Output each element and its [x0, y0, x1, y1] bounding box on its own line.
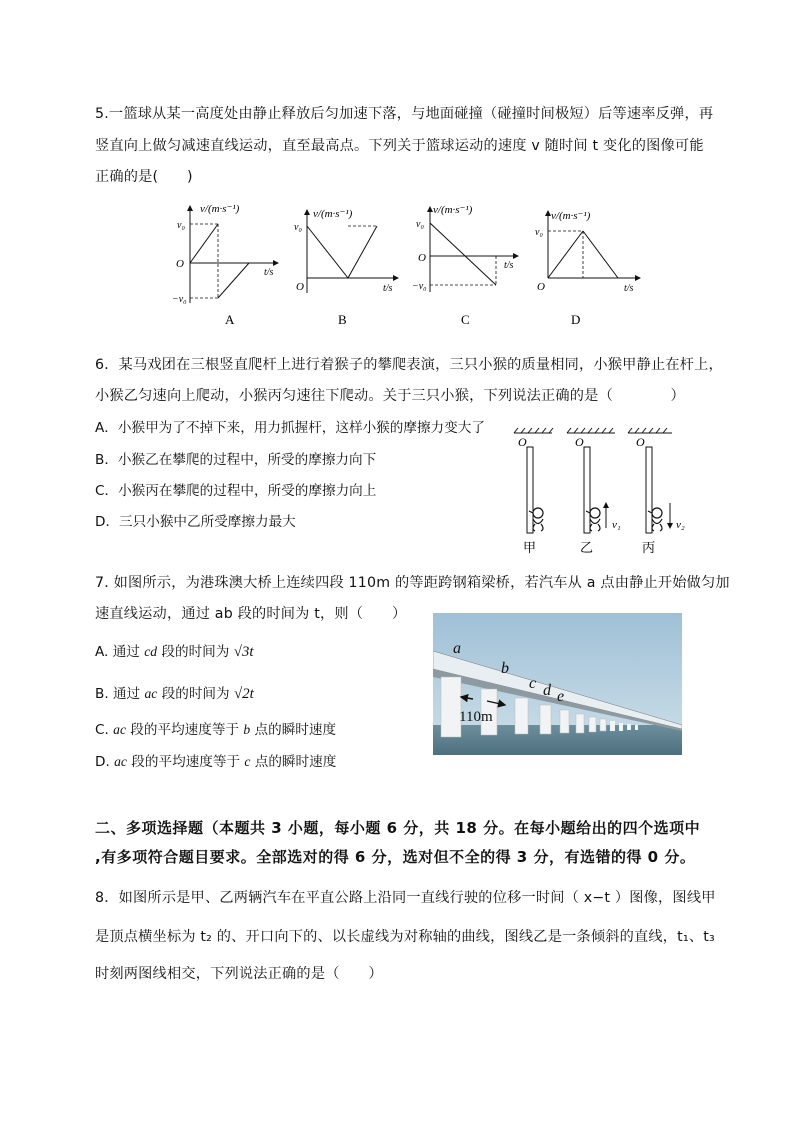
q7-text-line1: 7. 如图所示，为港珠澳大桥上连续四段 110m 的等距跨钢箱梁桥，若汽车从 a 点由静止开始做匀加: [95, 575, 730, 591]
graph-c-xlabel: t/s: [504, 260, 514, 271]
q6-origin-2: O: [575, 435, 584, 449]
q7-option-a: A. 通过 cd 段的时间为 √3t: [95, 644, 254, 660]
graph-a-ylabel: v/(m·s⁻¹): [200, 203, 240, 215]
q6-text-line2: 小猴乙匀速向上爬动，小猴丙匀速往下爬动。关于三只小猴，下列说法正确的是（ ）: [95, 388, 685, 404]
q6-label-bing: 丙: [642, 540, 656, 555]
graph-b: [294, 208, 398, 327]
q7-option-b: B. 通过 ac 段的时间为 √2t: [95, 686, 254, 702]
q7-option-c: C. ac 段的平均速度等于 b 点的瞬时速度: [95, 722, 337, 738]
graph-b-ylabel: v/(m·s⁻¹): [313, 208, 353, 220]
q5-figure: [160, 198, 650, 328]
bridge-point-d: d: [543, 682, 551, 699]
graph-a-yneg: −v₀: [172, 294, 187, 305]
q8-text-line1: 8．如图所示是甲、乙两辆汽车在平直公路上沿同一直线行驶的位移一时间（ x−t ）图像，图线甲: [95, 890, 716, 906]
graph-c-ypos: v₀: [416, 219, 424, 230]
section2-heading-line1: 二、多项选择题（本题共 3 小题，每小题 6 分，共 18 分。在每小题给出的四个选项中: [95, 819, 701, 837]
q6-origin-3: O: [636, 435, 645, 449]
bridge-point-c: c: [529, 675, 537, 692]
graph-c-ylabel: v/(m·s⁻¹): [433, 204, 473, 216]
graph-c: [412, 204, 518, 327]
graph-a-origin: O: [176, 258, 184, 270]
q6-option-c: C．小猴丙在攀爬的过程中，所受的摩擦力向上: [95, 483, 377, 499]
bridge-photo: [433, 613, 682, 755]
graph-a-label: A: [225, 312, 235, 327]
graph-b-origin: O: [296, 281, 304, 293]
q5-text-line2: 竖直向上做匀减速直线运动，直至最高点。下列关于篮球运动的速度 v 随时间 t 变化的图像可能: [95, 138, 704, 154]
q6-text-line1: 6．某马戏团在三根竖直爬杆上进行着猴子的攀爬表演，三只小猴的质量相同，小猴甲静止在杆上，: [95, 357, 723, 373]
graph-a: [172, 203, 278, 327]
graph-a-ypos: v₀: [177, 220, 185, 231]
q6-option-b: B．小猴乙在攀爬的过程中，所受的摩擦力向下: [95, 452, 377, 468]
q6-option-d: D．三只小猴中乙所受摩擦力最大: [95, 514, 296, 530]
bridge-distance-label: 110m: [459, 709, 493, 725]
q6-v2-label: v₂: [676, 519, 685, 531]
q6-option-a: A．小猴甲为了不掉下来，用力抓握杆，这样小猴的摩擦力变大了: [95, 420, 485, 436]
q8-text-line3: 时刻两图线相交，下列说法正确的是（ ）: [95, 966, 383, 982]
graph-d-origin: O: [537, 281, 545, 293]
bridge-point-e: e: [557, 688, 565, 705]
graph-d: [535, 210, 640, 327]
q6-label-yi: 乙: [580, 540, 594, 555]
graph-c-label: C: [461, 312, 470, 327]
bridge-point-b: b: [501, 660, 509, 677]
graph-d-label: D: [571, 312, 581, 327]
graph-d-ypos: v₀: [535, 227, 543, 238]
section2-heading-line2: ,有多项符合题目要求。全部选对的得 6 分，选对但不全的得 3 分，有选错的得 0 分。: [95, 848, 696, 866]
graph-d-xlabel: t/s: [624, 283, 634, 294]
q8-text-line2: 是顶点横坐标为 t₂ 的、开口向下的、以长虚线为对称轴的曲线，图线乙是一条倾斜的直线，t₁、t₃: [95, 929, 715, 945]
q6-v1-label: v₁: [612, 519, 621, 531]
q5-text-line1: 5.一篮球从某一高度处由静止释放后匀加速下落，与地面碰撞（碰撞时间极短）后等速率反弹，再: [95, 106, 714, 122]
q6-label-jia: 甲: [523, 540, 537, 555]
graph-c-yneg: −v₀: [412, 281, 427, 292]
q7-text-line2: 速直线运动，通过 ab 段的时间为 t，则（ ）: [95, 606, 407, 622]
q5-text-line3: 正确的是( ): [95, 169, 193, 185]
bridge-point-a: a: [453, 640, 461, 657]
q6-monkey-figure: [508, 425, 708, 560]
q7-option-d: D. ac 段的平均速度等于 c 点的瞬时速度: [95, 754, 337, 770]
graph-b-xlabel: t/s: [383, 283, 393, 294]
graph-b-label: B: [338, 312, 347, 327]
graph-a-xlabel: t/s: [264, 267, 274, 278]
q6-origin-1: O: [518, 435, 527, 449]
graph-c-origin: O: [418, 252, 426, 264]
graph-d-ylabel: v/(m·s⁻¹): [551, 210, 591, 222]
graph-b-ypos: v₀: [294, 222, 302, 233]
